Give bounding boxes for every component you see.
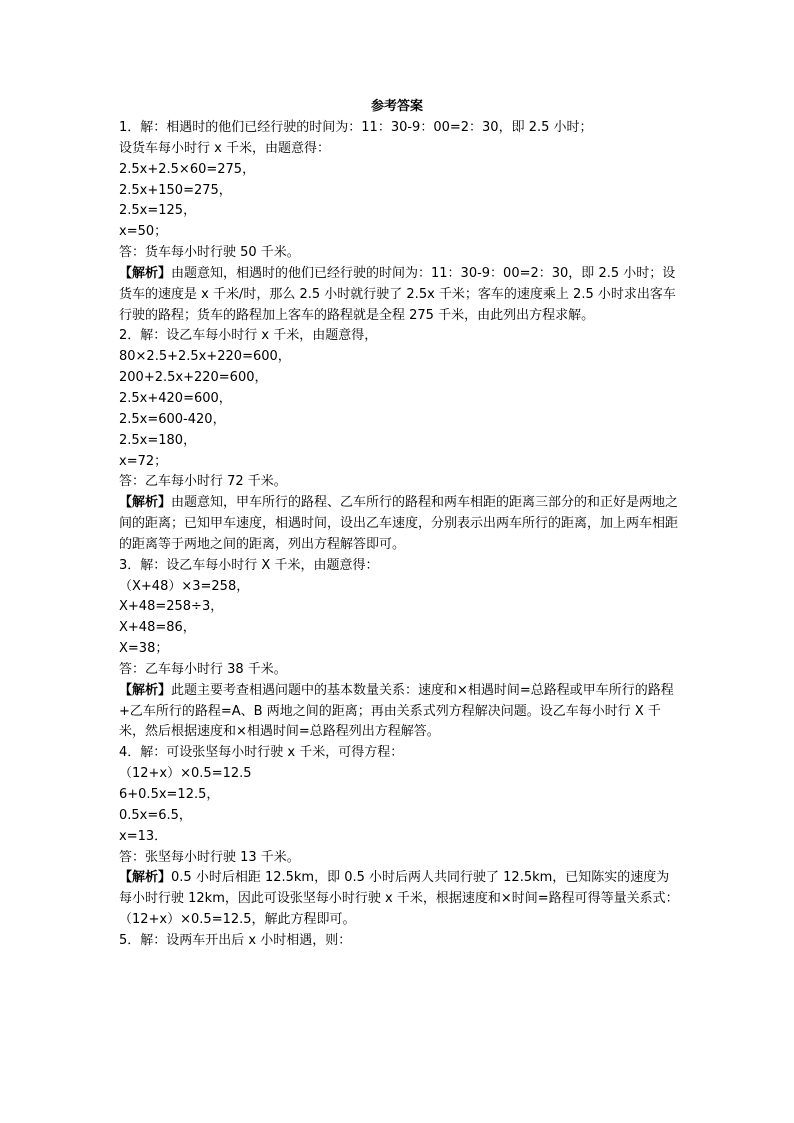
answer-4 — [119, 743, 679, 931]
q2-line: x=72； — [119, 453, 168, 469]
q4-line: x=13． — [119, 828, 168, 844]
q1-line: 设货车每小时行 x 千米，由题意得： — [119, 140, 330, 156]
analysis-tag: 【解析】 — [119, 682, 172, 698]
q3-line: 答：乙车每小时行 38 千米。 — [119, 661, 287, 677]
q2-line: 2.5x+420=600， — [119, 390, 232, 406]
q2-line: 2．解：设乙车每小时行 x 千米，由题意得， — [119, 328, 378, 344]
answer-1 — [119, 118, 679, 326]
q5-line: 5．解：设两车开出后 x 小时相遇，则： — [119, 932, 352, 948]
q1-analysis — [119, 264, 679, 327]
q2-analysis — [119, 493, 679, 556]
q4-line: 0.5x=6.5， — [119, 807, 192, 823]
q2-line: 2.5x=180， — [119, 432, 197, 448]
q3-line: （X+48）×3=258， — [119, 578, 250, 594]
q4-line: 6+0.5x=12.5， — [119, 787, 220, 802]
q3-line: X+48=258÷3， — [119, 599, 224, 615]
analysis-text: 0.5 小时后相距 12.5km，即 0.5 小时后两人共同行驶了 12.5km，已知陈实的速度为每小时行驶 12km，因此可设张坚每小时行驶 x 千米，根据速度和×时间=路程可得等量关系式：（12+x）×0.5=12.5，解此方程即可。 — [119, 870, 679, 928]
q3-analysis — [119, 681, 679, 744]
analysis-text: 由题意知，甲车所行的路程、乙车所行的路程和两车相距的距离三部分的和正好是两地之间的距离；已知甲车速度，相遇时间，设出乙车速度，分别表示出两车所行的距离，加上两车相距的距离等于两地之间的距离，列出方程解答即可。 — [119, 495, 679, 552]
q1-line: 答：货车每小时行驶 50 千米。 — [119, 245, 300, 261]
answer-5 — [119, 931, 679, 952]
q3-line: X=38； — [119, 641, 169, 657]
q1-line: 1．解：相遇时的他们已经行驶的时间为：11：30-9：00=2：30，即 2.5 小时； — [119, 120, 593, 135]
analysis-text: 此题主要考查相遇问题中的基本数量关系：速度和×相遇时间=总路程或甲车所行的路程+乙车所行的路程=A、B 两地之间的距离；再由关系式列方程解决问题。设乙车每小时行 X 千米，然后根据速度和×相遇时间=总路程列出方程解答。 — [119, 682, 674, 740]
page-title: 参考答案 — [370, 99, 423, 114]
q4-analysis — [119, 868, 679, 931]
q4-line: 答：张坚每小时行驶 13 千米。 — [119, 849, 300, 865]
q1-line: 2.5x+2.5×60=275， — [119, 161, 256, 177]
q2-line: 答：乙车每小时行 72 千米。 — [119, 474, 287, 490]
q2-line: 80×2.5+2.5x+220=600， — [119, 349, 291, 365]
analysis-tag: 【解析】 — [119, 870, 172, 886]
analysis-tag: 【解析】 — [119, 265, 172, 281]
analysis-text: 由题意知，相遇时的他们已经行驶的时间为：11：30-9：00=2：30，即 2.5 小时；设货车的速度是 x 千米/时，那么 2.5 小时就行驶了 2.5x 千米；客车的速度乘上 2.5 小时求出客车行驶的路程；货车的路程加上客车的路程就是全程 275 千米，由此列出方程求解。 — [119, 265, 676, 323]
q1-line: 2.5x=125， — [119, 203, 197, 219]
q1-line: 2.5x+150=275， — [119, 182, 232, 198]
analysis-tag: 【解析】 — [119, 495, 172, 511]
q4-line: （12+x）×0.5=12.5 — [119, 766, 252, 782]
answer-3 — [119, 556, 679, 744]
q1-line: x=50； — [119, 224, 168, 240]
answer-body — [119, 118, 679, 952]
q3-line: X+48=86， — [119, 620, 196, 636]
answer-2 — [119, 326, 679, 555]
q2-line: 2.5x=600-420， — [119, 411, 226, 427]
q2-line: 200+2.5x+220=600， — [119, 370, 268, 386]
q4-line: 4．解：可设张坚每小时行驶 x 千米，可得方程： — [119, 745, 404, 761]
q3-line: 3．解：设乙车每小时行 X 千米，由题意得： — [119, 557, 379, 573]
